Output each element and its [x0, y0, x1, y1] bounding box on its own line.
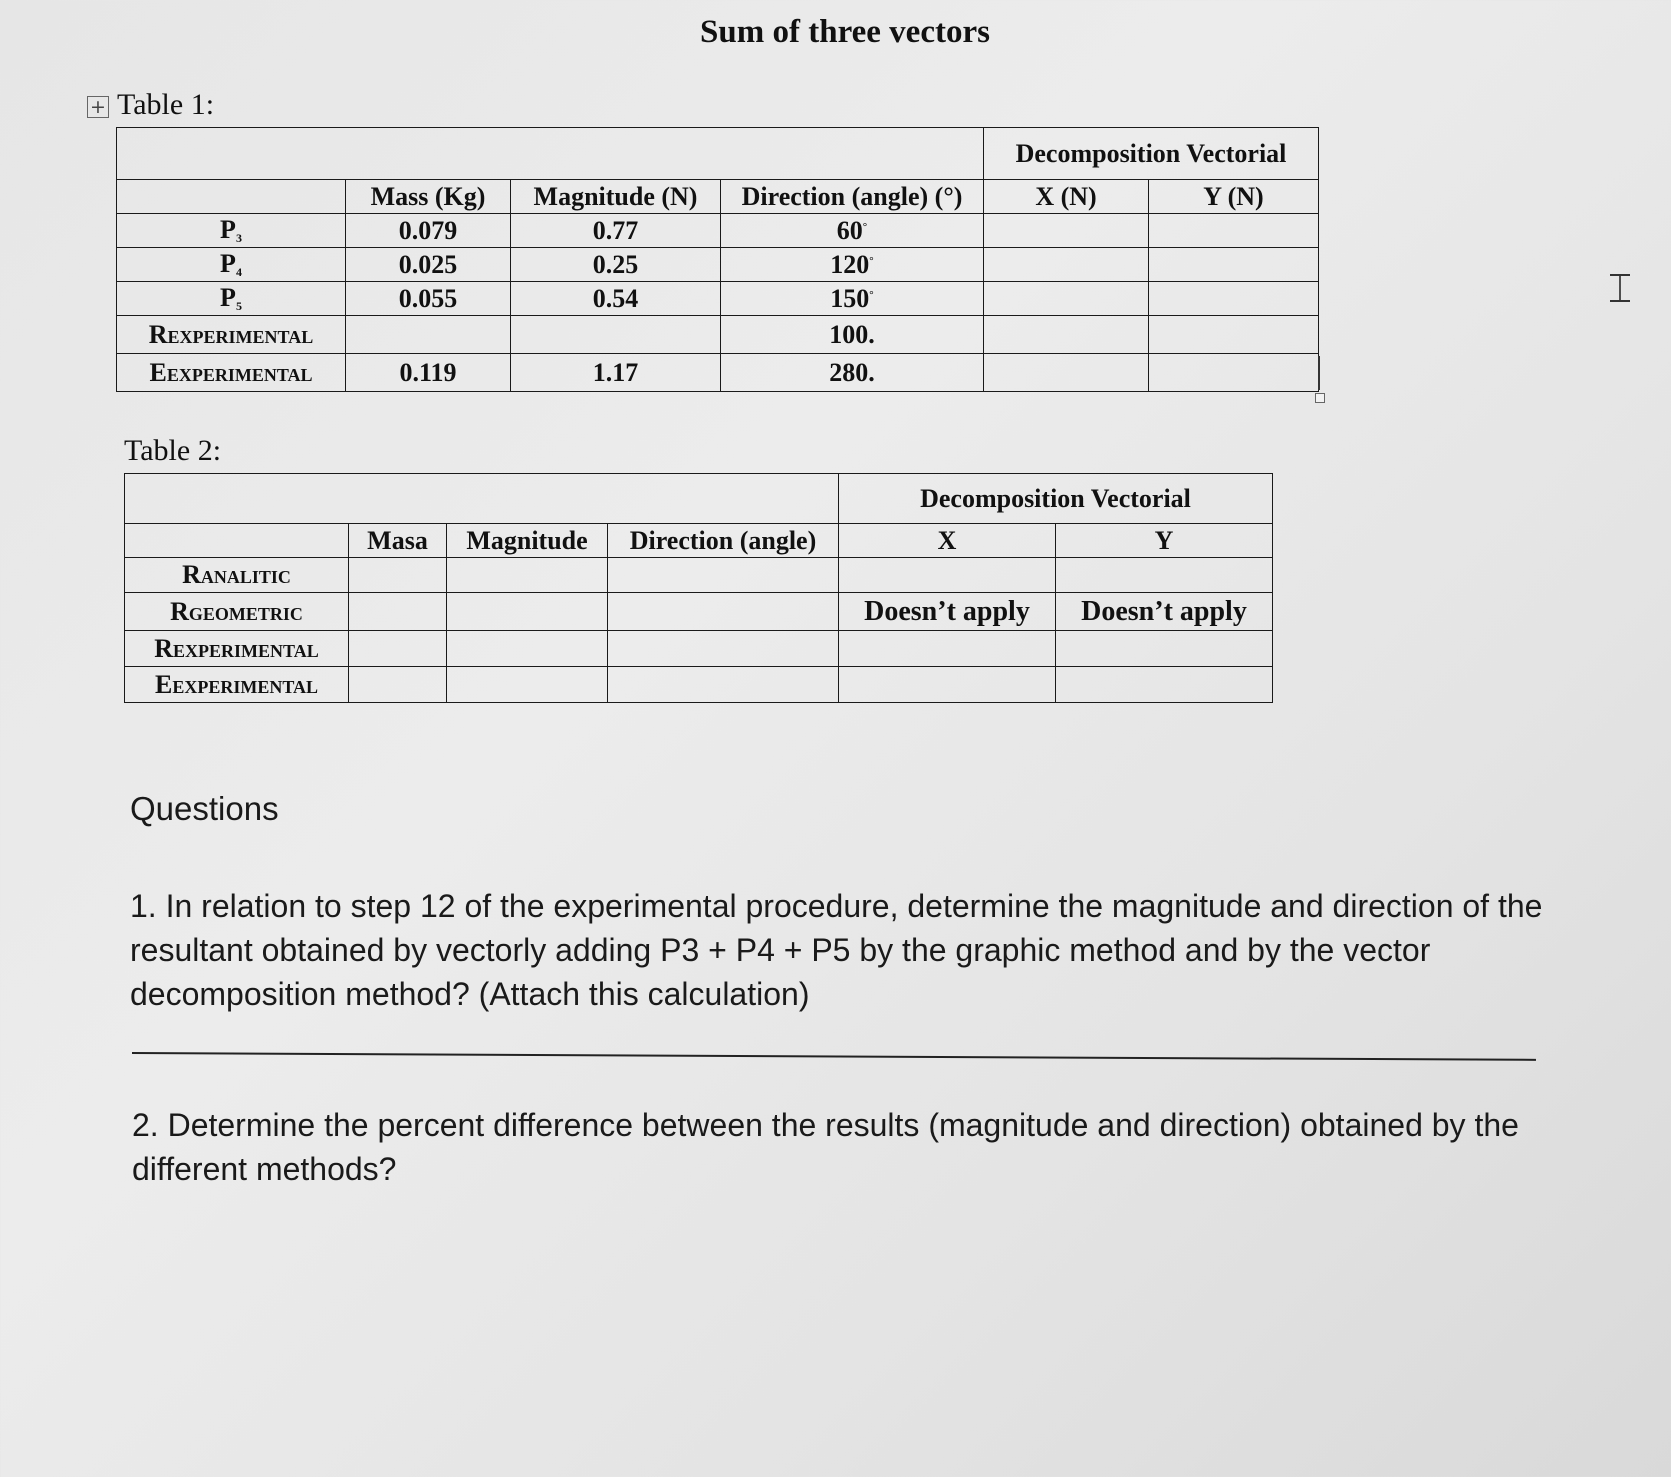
table1-blank-header[interactable]	[117, 128, 984, 180]
table-row	[117, 316, 1319, 354]
table-resize-bar[interactable]	[1318, 356, 1320, 390]
magnitude-cell[interactable]: 0.25	[511, 248, 721, 282]
y-cell[interactable]	[1149, 354, 1319, 392]
magnitude-cell[interactable]	[447, 558, 608, 593]
y-cell[interactable]	[1056, 558, 1273, 593]
y-cell[interactable]	[1149, 282, 1319, 316]
magnitude-cell[interactable]: 1.17	[511, 354, 721, 392]
table1-caption: Table 1:	[117, 88, 215, 121]
x-cell[interactable]	[839, 558, 1056, 593]
table-row	[117, 354, 1319, 392]
masa-cell[interactable]	[349, 558, 447, 593]
direction-cell[interactable]: 60°	[721, 214, 984, 248]
x-cell[interactable]	[839, 631, 1056, 667]
x-cell[interactable]	[984, 316, 1149, 354]
y-cell[interactable]	[1149, 248, 1319, 282]
table2-header-direction: Direction (angle)	[608, 524, 839, 558]
row-label: $P_5$	[117, 282, 346, 316]
table1-header-mass: Mass (Kg)	[346, 180, 511, 214]
row-label: Rexperimental	[125, 631, 349, 667]
page-title: Sum of three vectors	[700, 14, 990, 50]
direction-cell[interactable]: 100.	[721, 316, 984, 354]
direction-cell[interactable]	[608, 667, 839, 703]
mass-cell[interactable]: 0.025	[346, 248, 511, 282]
x-cell[interactable]	[839, 667, 1056, 703]
magnitude-cell[interactable]	[511, 316, 721, 354]
magnitude-cell[interactable]: 0.54	[511, 282, 721, 316]
table-row	[125, 631, 1273, 667]
table2-header-x: X	[839, 524, 1056, 558]
table1-header-x: X (N)	[984, 180, 1149, 214]
table1-group-header: Decomposition Vectorial	[984, 128, 1319, 180]
row-label: $P_4$	[117, 248, 346, 282]
x-cell[interactable]: Doesn’t apply	[839, 593, 1056, 631]
mass-cell[interactable]: 0.079	[346, 214, 511, 248]
row-label: Ranalitic	[125, 558, 349, 593]
table1-header-direction: Direction (angle) (°)	[721, 180, 984, 214]
table-row	[125, 667, 1273, 703]
magnitude-cell[interactable]: 0.77	[511, 214, 721, 248]
x-cell[interactable]	[984, 214, 1149, 248]
x-cell[interactable]	[984, 354, 1149, 392]
y-cell[interactable]	[1056, 667, 1273, 703]
y-cell[interactable]	[1149, 316, 1319, 354]
table2-header-masa: Masa	[349, 524, 447, 558]
magnitude-cell[interactable]	[447, 593, 608, 631]
text-cursor-icon: ⌶	[1608, 266, 1632, 312]
row-label: Eexperimental	[117, 354, 346, 392]
direction-cell[interactable]	[608, 593, 839, 631]
table2-blank-header[interactable]	[125, 474, 839, 524]
table2-header-blank[interactable]	[125, 524, 349, 558]
direction-cell[interactable]: 120°	[721, 248, 984, 282]
table1-header-blank[interactable]	[117, 180, 346, 214]
table-move-handle-icon[interactable]: +	[87, 96, 109, 118]
table-row	[117, 214, 1319, 248]
table1-header-magnitude: Magnitude (N)	[511, 180, 721, 214]
masa-cell[interactable]	[349, 593, 447, 631]
masa-cell[interactable]	[349, 631, 447, 667]
table-row	[125, 593, 1273, 631]
direction-cell[interactable]	[608, 631, 839, 667]
table2-header-magnitude: Magnitude	[447, 524, 608, 558]
table2-header-y: Y	[1056, 524, 1273, 558]
table-resize-handle-icon[interactable]	[1315, 393, 1325, 403]
row-label: Rexperimental	[117, 316, 346, 354]
y-cell[interactable]	[1056, 631, 1273, 667]
questions-heading: Questions	[130, 790, 279, 827]
table2	[124, 473, 1273, 703]
question-1: 1. In relation to step 12 of the experimental procedure, determine the magnitude and direction of the resultant obtained by vectorly adding P3 + P4 + P5 by the graphic method and by the vector decomposition method? (Attach this calculation)	[130, 888, 1543, 1012]
row-label: Eexperimental	[125, 667, 349, 703]
table2-caption: Table 2:	[124, 434, 222, 467]
x-cell[interactable]	[984, 248, 1149, 282]
magnitude-cell[interactable]	[447, 667, 608, 703]
y-cell[interactable]: Doesn’t apply	[1056, 593, 1273, 631]
table2-group-header: Decomposition Vectorial	[839, 474, 1273, 524]
row-label: $P_3$	[117, 214, 346, 248]
mass-cell[interactable]: 0.119	[346, 354, 511, 392]
table1-header-y: Y (N)	[1149, 180, 1319, 214]
y-cell[interactable]	[1149, 214, 1319, 248]
table-row	[125, 558, 1273, 593]
table-row	[117, 282, 1319, 316]
magnitude-cell[interactable]	[447, 631, 608, 667]
table-row	[117, 248, 1319, 282]
x-cell[interactable]	[984, 282, 1149, 316]
answer-line	[132, 1052, 1536, 1061]
row-label: Rgeometric	[125, 593, 349, 631]
question-2: 2. Determine the percent difference between the results (magnitude and direction) obtained by the different methods?	[132, 1107, 1519, 1187]
direction-cell[interactable]	[608, 558, 839, 593]
direction-cell[interactable]: 280.	[721, 354, 984, 392]
mass-cell[interactable]: 0.055	[346, 282, 511, 316]
direction-cell[interactable]: 150°	[721, 282, 984, 316]
table1	[116, 127, 1319, 392]
mass-cell[interactable]	[346, 316, 511, 354]
masa-cell[interactable]	[349, 667, 447, 703]
